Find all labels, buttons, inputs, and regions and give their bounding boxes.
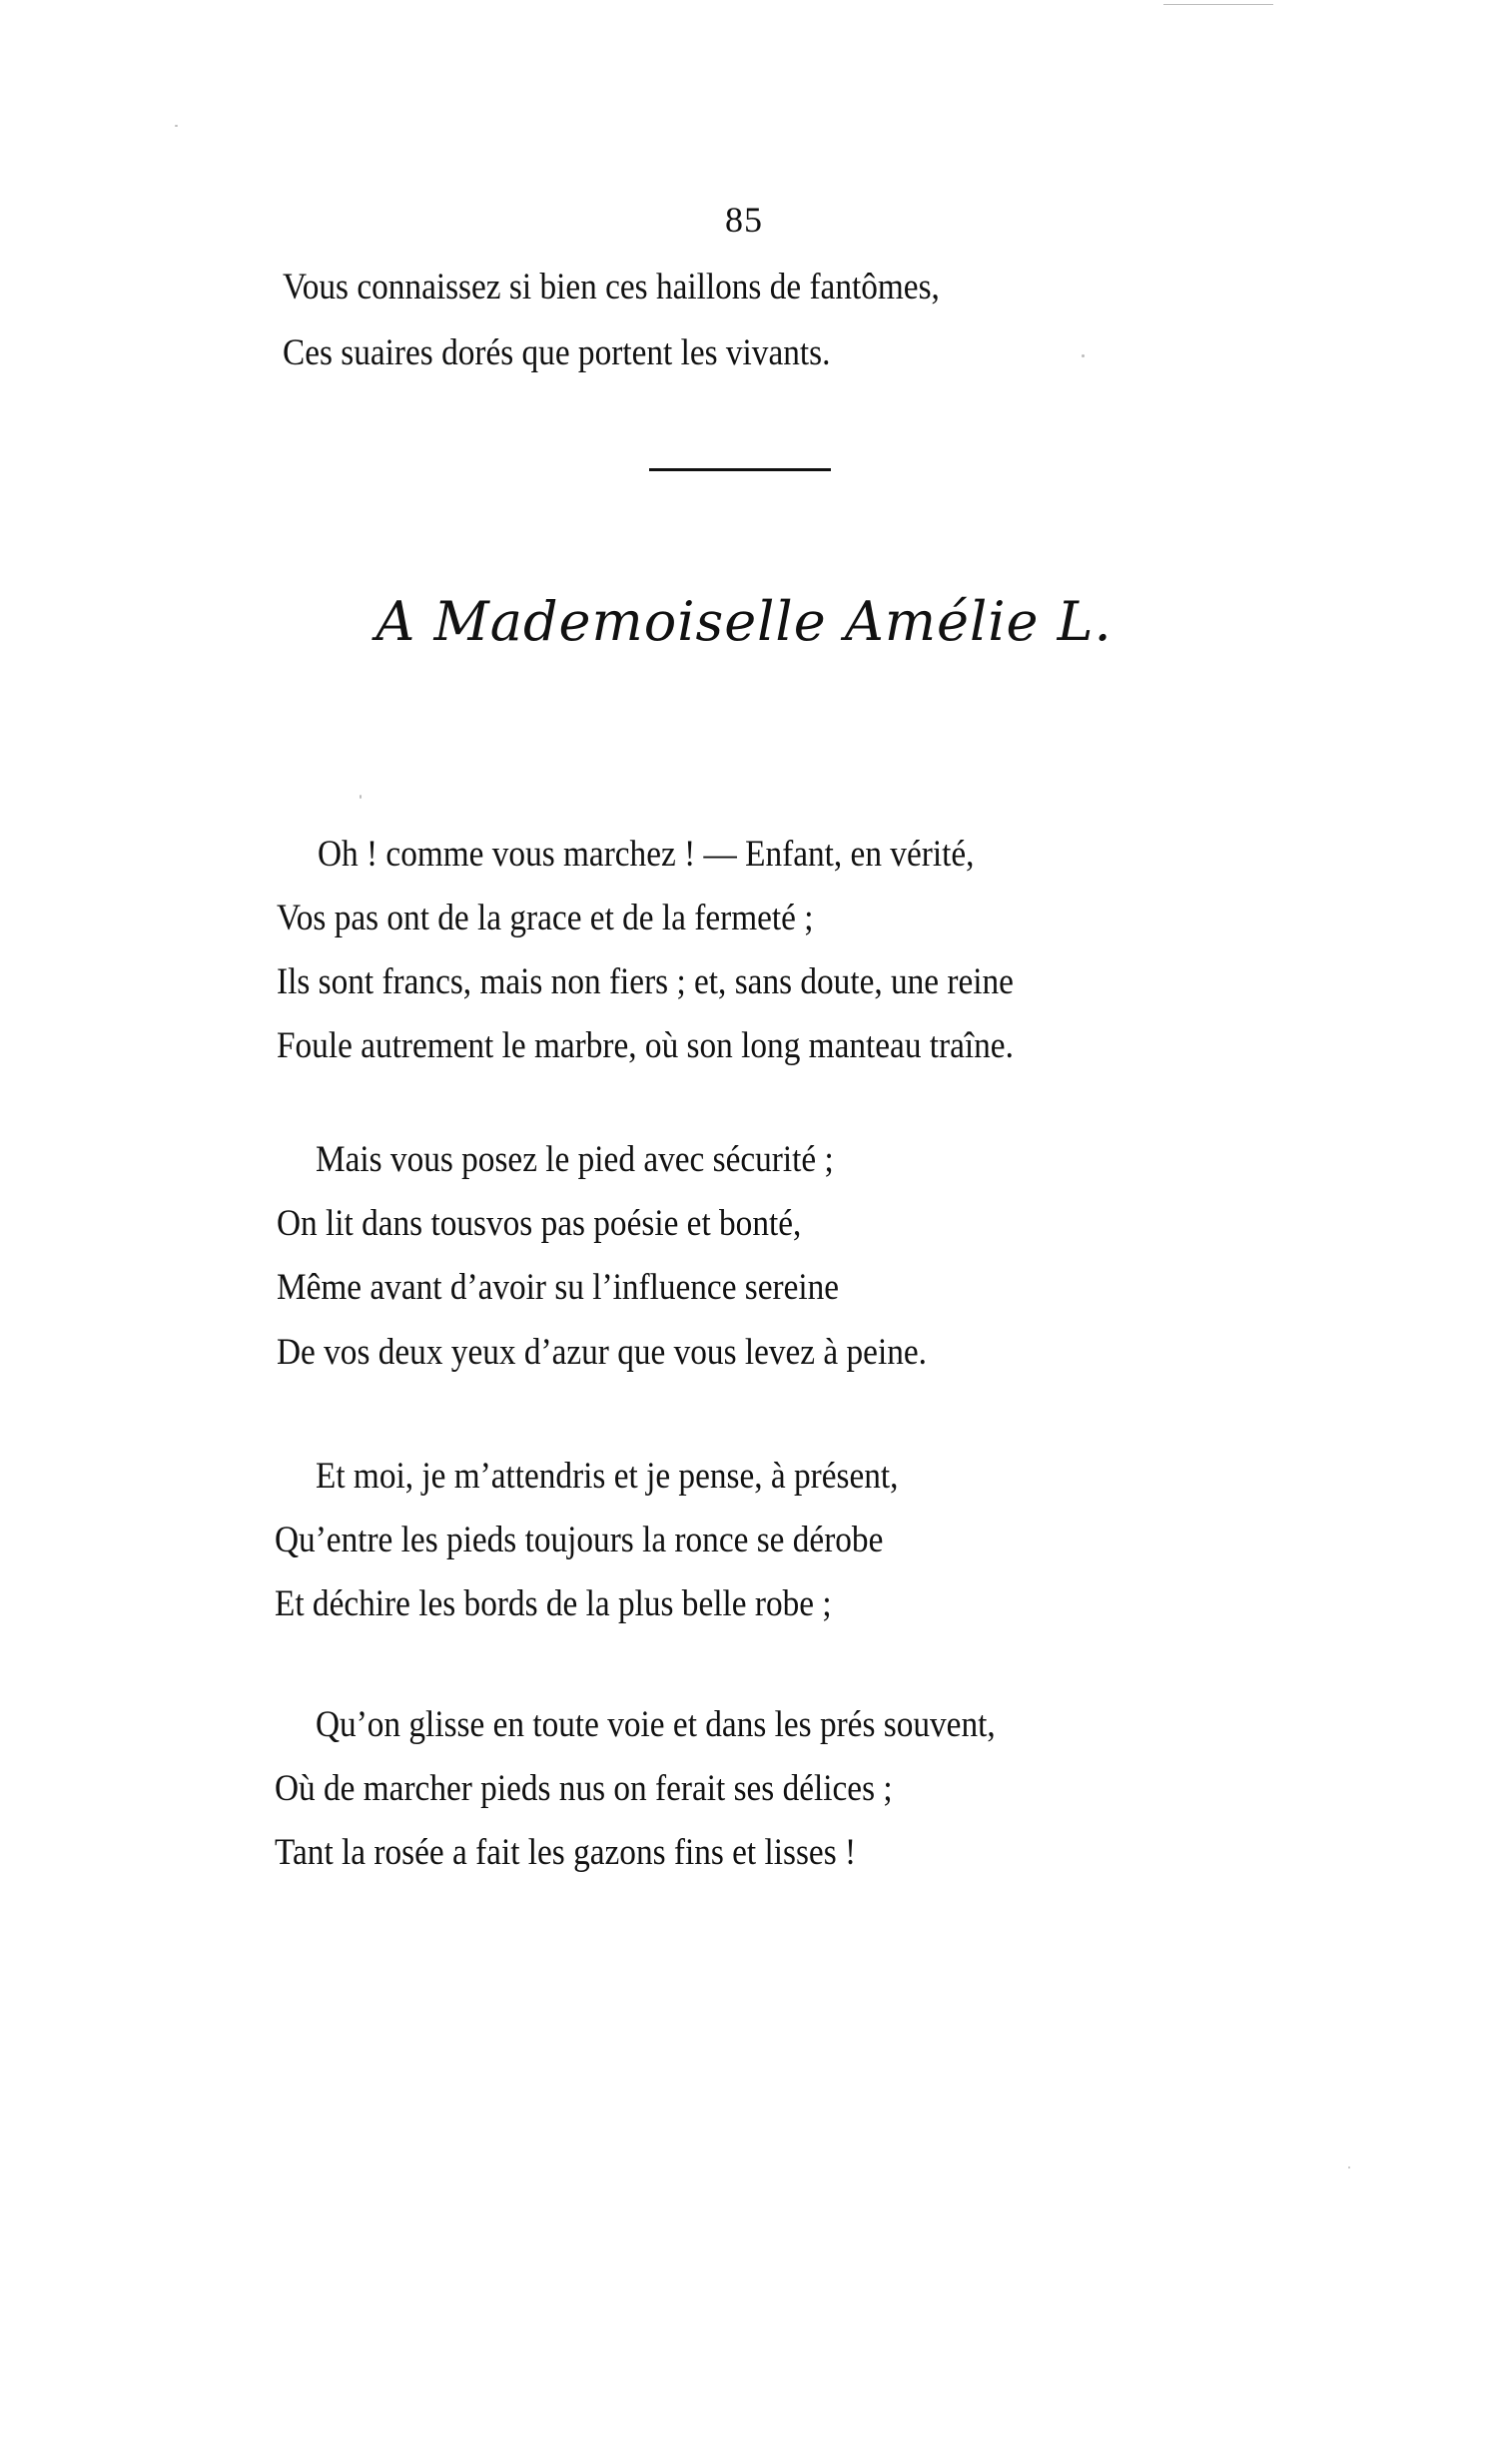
poem-line: Et déchire les bords de la plus belle robe ; — [275, 1583, 832, 1624]
intro-line: Vous connaissez si bien ces haillons de fantômes, — [283, 267, 940, 308]
poem-line: Et moi, je m’attendris et je pense, à présent, — [316, 1456, 899, 1497]
poem-line: Oh ! comme vous marchez ! — Enfant, en vérité, — [318, 834, 975, 875]
poem-line: Ils sont francs, mais non fiers ; et, sans doute, une reine — [277, 961, 1014, 1002]
page-number: 85 — [725, 200, 763, 240]
poem-line: Qu’on glisse en toute voie et dans les prés souvent, — [316, 1704, 996, 1745]
intro-line: Ces suaires dorés que portent les vivants. — [283, 332, 831, 373]
poem-line: Où de marcher pieds nus on ferait ses délices ; — [275, 1768, 893, 1809]
poem-line: On lit dans tousvos pas poésie et bonté, — [277, 1203, 802, 1244]
poem-line: Tant la rosée a fait les gazons fins et lisses ! — [275, 1832, 857, 1873]
poem-line: Mais vous posez le pied avec sécurité ; — [316, 1139, 834, 1180]
poem-line: Foule autrement le marbre, où son long manteau traîne. — [277, 1025, 1014, 1066]
poem-line: Qu’entre les pieds toujours la ronce se dérobe — [275, 1520, 884, 1560]
dedication-heading: A Mademoiselle Amélie L. — [375, 590, 1113, 653]
poem-line: Même avant d’avoir su l’influence sereine — [277, 1267, 840, 1308]
section-divider — [649, 468, 831, 471]
poem-line: De vos deux yeux d’azur que vous levez à peine. — [277, 1332, 927, 1373]
poem-line: Vos pas ont de la grace et de la fermeté ; — [277, 898, 814, 938]
